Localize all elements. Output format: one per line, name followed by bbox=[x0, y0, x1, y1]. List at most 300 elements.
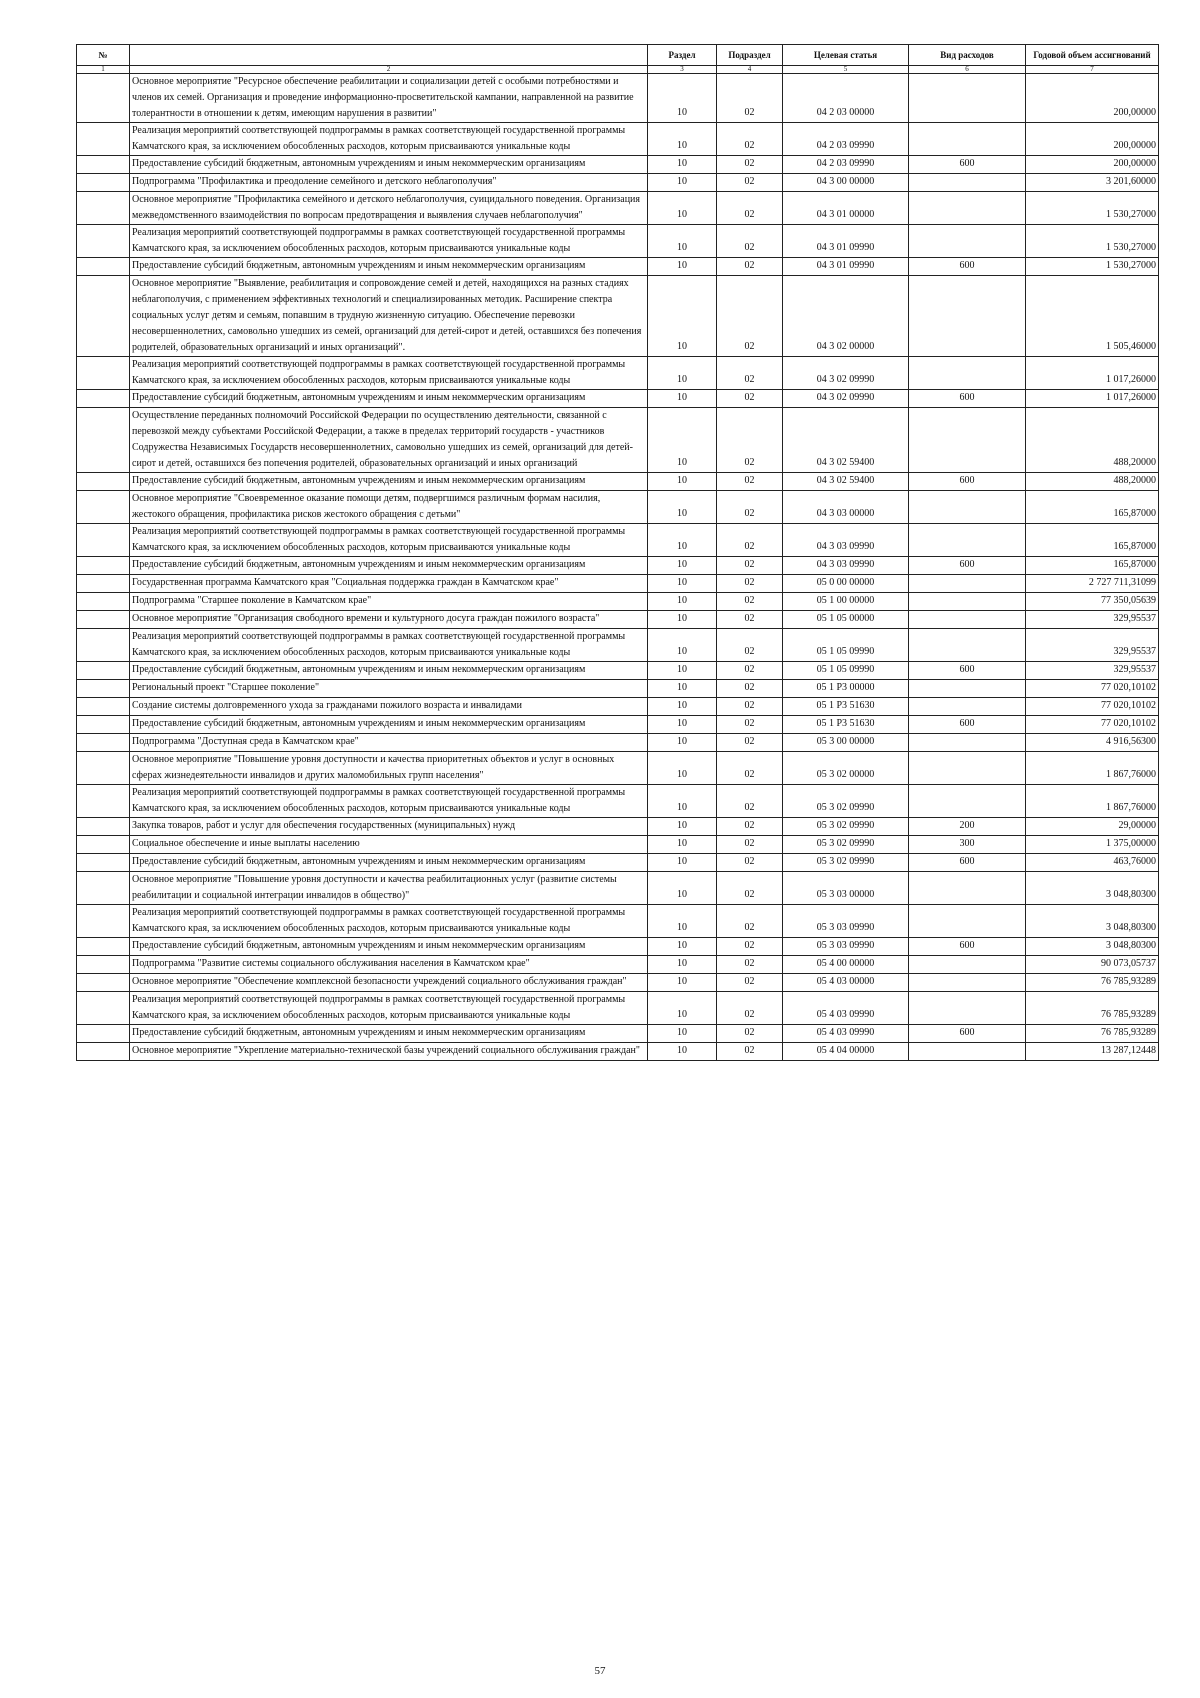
row-razdel: 10 bbox=[648, 156, 717, 174]
page-number: 57 bbox=[594, 1665, 606, 1677]
row-vid: 600 bbox=[909, 473, 1026, 491]
row-no bbox=[77, 473, 130, 491]
row-no bbox=[77, 905, 130, 938]
table-row bbox=[77, 192, 1159, 225]
row-name: Социальное обеспечение и иные выплаты населению bbox=[130, 836, 648, 854]
table-body bbox=[77, 74, 1159, 1061]
row-no bbox=[77, 818, 130, 836]
row-razdel: 10 bbox=[648, 408, 717, 473]
row-no bbox=[77, 698, 130, 716]
row-podrazdel: 02 bbox=[717, 785, 783, 818]
row-target: 04 3 02 09990 bbox=[783, 390, 909, 408]
row-podrazdel: 02 bbox=[717, 872, 783, 905]
header-amount: Годовой объем ассигнований bbox=[1026, 45, 1159, 66]
row-no bbox=[77, 974, 130, 992]
row-vid bbox=[909, 192, 1026, 225]
row-target: 05 4 03 09990 bbox=[783, 992, 909, 1025]
column-number-row bbox=[77, 66, 1159, 74]
row-vid bbox=[909, 575, 1026, 593]
row-no bbox=[77, 938, 130, 956]
row-podrazdel: 02 bbox=[717, 752, 783, 785]
row-target: 04 3 03 09990 bbox=[783, 524, 909, 557]
row-target: 04 2 03 00000 bbox=[783, 74, 909, 123]
row-amount: 165,87000 bbox=[1026, 557, 1159, 575]
header-row bbox=[77, 45, 1159, 66]
row-target: 04 3 02 59400 bbox=[783, 473, 909, 491]
row-no bbox=[77, 276, 130, 357]
row-name: Предоставление субсидий бюджетным, автономным учреждениям и иным некоммерческим организациям bbox=[130, 156, 648, 174]
row-podrazdel: 02 bbox=[717, 680, 783, 698]
row-no bbox=[77, 156, 130, 174]
row-name: Предоставление субсидий бюджетным, автономным учреждениям и иным некоммерческим организациям bbox=[130, 662, 648, 680]
row-name: Реализация мероприятий соответствующей подпрограммы в рамках соответствующей государственной программы Камчатского края, за исключением обособленных расходов, которым присваиваются уникальные коды bbox=[130, 629, 648, 662]
row-name: Предоставление субсидий бюджетным, автономным учреждениям и иным некоммерческим организациям bbox=[130, 473, 648, 491]
row-target: 05 1 05 09990 bbox=[783, 629, 909, 662]
row-amount: 29,00000 bbox=[1026, 818, 1159, 836]
row-target: 04 3 03 00000 bbox=[783, 491, 909, 524]
table-row bbox=[77, 575, 1159, 593]
row-no bbox=[77, 74, 130, 123]
row-vid: 600 bbox=[909, 716, 1026, 734]
row-name: Предоставление субсидий бюджетным, автономным учреждениям и иным некоммерческим организациям bbox=[130, 716, 648, 734]
row-no bbox=[77, 390, 130, 408]
row-podrazdel: 02 bbox=[717, 629, 783, 662]
row-amount: 77 020,10102 bbox=[1026, 698, 1159, 716]
row-vid: 600 bbox=[909, 854, 1026, 872]
row-no bbox=[77, 123, 130, 156]
col-number-2: 2 bbox=[130, 66, 648, 74]
table-row bbox=[77, 491, 1159, 524]
row-amount: 1 375,00000 bbox=[1026, 836, 1159, 854]
row-razdel: 10 bbox=[648, 575, 717, 593]
row-name: Предоставление субсидий бюджетным, автономным учреждениям и иным некоммерческим организациям bbox=[130, 854, 648, 872]
row-target: 05 1 P3 51630 bbox=[783, 698, 909, 716]
row-no bbox=[77, 611, 130, 629]
row-vid bbox=[909, 956, 1026, 974]
row-no bbox=[77, 785, 130, 818]
row-razdel: 10 bbox=[648, 1043, 717, 1061]
row-no bbox=[77, 557, 130, 575]
row-vid: 600 bbox=[909, 662, 1026, 680]
row-target: 05 3 02 09990 bbox=[783, 818, 909, 836]
row-name: Основное мероприятие "Выявление, реабилитация и сопровождение семей и детей, находящихся на разных стадиях неблагополучия, с применением эффективных технологий и специализированных методик. Расширение спектра социальных услуг детям и семьям, попавшим в трудную жизненную ситуацию. Обеспечение перевозки несовершеннолетних, самовольно ушедших из семей, организаций для детей-сирот и детей, оставшихся без попечения родителей, образовательных организаций и иных организаций". bbox=[130, 276, 648, 357]
row-podrazdel: 02 bbox=[717, 1025, 783, 1043]
row-target: 05 3 03 09990 bbox=[783, 905, 909, 938]
row-podrazdel: 02 bbox=[717, 662, 783, 680]
row-no bbox=[77, 956, 130, 974]
header-podrazdel: Подраздел bbox=[717, 45, 783, 66]
row-amount: 13 287,12448 bbox=[1026, 1043, 1159, 1061]
row-amount: 1 867,76000 bbox=[1026, 752, 1159, 785]
table-row bbox=[77, 390, 1159, 408]
row-podrazdel: 02 bbox=[717, 716, 783, 734]
header-razdel: Раздел bbox=[648, 45, 717, 66]
row-name: Основное мероприятие "Ресурсное обеспечение реабилитации и социализации детей с особыми потребностями и членов их семей. Организация и проведение информационно-просветительской кампании, направленной на развитие толерантности в отношении к детям, имеющим нарушения в развитии" bbox=[130, 74, 648, 123]
row-target: 05 3 00 00000 bbox=[783, 734, 909, 752]
row-no bbox=[77, 629, 130, 662]
row-target: 05 3 02 00000 bbox=[783, 752, 909, 785]
row-razdel: 10 bbox=[648, 698, 717, 716]
row-vid bbox=[909, 992, 1026, 1025]
row-amount: 2 727 711,31099 bbox=[1026, 575, 1159, 593]
row-razdel: 10 bbox=[648, 752, 717, 785]
row-vid: 600 bbox=[909, 390, 1026, 408]
row-razdel: 10 bbox=[648, 629, 717, 662]
row-vid bbox=[909, 408, 1026, 473]
table-row bbox=[77, 629, 1159, 662]
row-name: Предоставление субсидий бюджетным, автономным учреждениям и иным некоммерческим организациям bbox=[130, 390, 648, 408]
row-amount: 76 785,93289 bbox=[1026, 974, 1159, 992]
row-target: 04 3 02 59400 bbox=[783, 408, 909, 473]
row-no bbox=[77, 836, 130, 854]
row-name: Региональный проект "Старшее поколение" bbox=[130, 680, 648, 698]
row-amount: 200,00000 bbox=[1026, 156, 1159, 174]
row-target: 04 2 03 09990 bbox=[783, 156, 909, 174]
row-vid bbox=[909, 524, 1026, 557]
row-vid bbox=[909, 905, 1026, 938]
row-no bbox=[77, 192, 130, 225]
table-row bbox=[77, 357, 1159, 390]
row-razdel: 10 bbox=[648, 854, 717, 872]
row-razdel: 10 bbox=[648, 611, 717, 629]
row-razdel: 10 bbox=[648, 905, 717, 938]
table-row bbox=[77, 905, 1159, 938]
row-vid bbox=[909, 974, 1026, 992]
row-target: 05 4 00 00000 bbox=[783, 956, 909, 974]
row-razdel: 10 bbox=[648, 473, 717, 491]
table-row bbox=[77, 938, 1159, 956]
row-no bbox=[77, 872, 130, 905]
table-row bbox=[77, 593, 1159, 611]
row-razdel: 10 bbox=[648, 123, 717, 156]
row-amount: 165,87000 bbox=[1026, 524, 1159, 557]
row-podrazdel: 02 bbox=[717, 357, 783, 390]
row-vid bbox=[909, 734, 1026, 752]
row-target: 05 4 03 00000 bbox=[783, 974, 909, 992]
row-amount: 4 916,56300 bbox=[1026, 734, 1159, 752]
row-amount: 329,95537 bbox=[1026, 611, 1159, 629]
row-name: Создание системы долговременного ухода за гражданами пожилого возраста и инвалидами bbox=[130, 698, 648, 716]
row-vid bbox=[909, 593, 1026, 611]
table-row bbox=[77, 123, 1159, 156]
row-target: 04 3 01 09990 bbox=[783, 225, 909, 258]
row-no bbox=[77, 524, 130, 557]
row-name: Основное мероприятие "Профилактика семейного и детского неблагополучия, суицидального поведения. Организация межведомственного взаимодействия по вопросам предотвращения и выявления случаев неблагополучия" bbox=[130, 192, 648, 225]
row-amount: 488,20000 bbox=[1026, 408, 1159, 473]
table-row bbox=[77, 752, 1159, 785]
row-amount: 1 505,46000 bbox=[1026, 276, 1159, 357]
row-amount: 200,00000 bbox=[1026, 74, 1159, 123]
row-no bbox=[77, 593, 130, 611]
row-target: 05 3 03 09990 bbox=[783, 938, 909, 956]
row-razdel: 10 bbox=[648, 680, 717, 698]
table-row bbox=[77, 680, 1159, 698]
row-target: 05 0 00 00000 bbox=[783, 575, 909, 593]
row-podrazdel: 02 bbox=[717, 593, 783, 611]
table-row bbox=[77, 1043, 1159, 1061]
row-podrazdel: 02 bbox=[717, 905, 783, 938]
row-target: 04 3 01 09990 bbox=[783, 258, 909, 276]
row-razdel: 10 bbox=[648, 192, 717, 225]
row-podrazdel: 02 bbox=[717, 408, 783, 473]
row-name: Предоставление субсидий бюджетным, автономным учреждениям и иным некоммерческим организациям bbox=[130, 258, 648, 276]
row-vid bbox=[909, 357, 1026, 390]
row-amount: 3 048,80300 bbox=[1026, 905, 1159, 938]
row-amount: 1 530,27000 bbox=[1026, 225, 1159, 258]
row-no bbox=[77, 575, 130, 593]
row-podrazdel: 02 bbox=[717, 390, 783, 408]
row-amount: 463,76000 bbox=[1026, 854, 1159, 872]
row-podrazdel: 02 bbox=[717, 611, 783, 629]
row-no bbox=[77, 680, 130, 698]
table-row bbox=[77, 156, 1159, 174]
row-vid bbox=[909, 491, 1026, 524]
row-no bbox=[77, 734, 130, 752]
row-no bbox=[77, 992, 130, 1025]
row-razdel: 10 bbox=[648, 662, 717, 680]
row-name: Основное мероприятие "Повышение уровня доступности и качества приоритетных объектов и услуг в основных сферах жизнедеятельности инвалидов и других маломобильных групп населения" bbox=[130, 752, 648, 785]
row-vid bbox=[909, 174, 1026, 192]
row-podrazdel: 02 bbox=[717, 575, 783, 593]
row-target: 04 2 03 09990 bbox=[783, 123, 909, 156]
row-vid: 200 bbox=[909, 818, 1026, 836]
row-podrazdel: 02 bbox=[717, 276, 783, 357]
row-name: Реализация мероприятий соответствующей подпрограммы в рамках соответствующей государственной программы Камчатского края, за исключением обособленных расходов, которым присваиваются уникальные коды bbox=[130, 524, 648, 557]
row-podrazdel: 02 bbox=[717, 156, 783, 174]
row-vid bbox=[909, 276, 1026, 357]
row-name: Реализация мероприятий соответствующей подпрограммы в рамках соответствующей государственной программы Камчатского края, за исключением обособленных расходов, которым присваиваются уникальные коды bbox=[130, 123, 648, 156]
row-vid: 600 bbox=[909, 156, 1026, 174]
row-podrazdel: 02 bbox=[717, 524, 783, 557]
row-podrazdel: 02 bbox=[717, 74, 783, 123]
table-row bbox=[77, 557, 1159, 575]
table-row bbox=[77, 408, 1159, 473]
header-name bbox=[130, 45, 648, 66]
row-target: 04 3 03 09990 bbox=[783, 557, 909, 575]
row-name: Предоставление субсидий бюджетным, автономным учреждениям и иным некоммерческим организациям bbox=[130, 1025, 648, 1043]
col-number-1: 1 bbox=[77, 66, 130, 74]
row-name: Предоставление субсидий бюджетным, автономным учреждениям и иным некоммерческим организациям bbox=[130, 557, 648, 575]
budget-table bbox=[76, 44, 1159, 1061]
table-row bbox=[77, 473, 1159, 491]
row-no bbox=[77, 258, 130, 276]
row-razdel: 10 bbox=[648, 956, 717, 974]
table-row bbox=[77, 992, 1159, 1025]
row-no bbox=[77, 854, 130, 872]
row-razdel: 10 bbox=[648, 74, 717, 123]
row-amount: 1 017,26000 bbox=[1026, 357, 1159, 390]
row-amount: 3 048,80300 bbox=[1026, 872, 1159, 905]
row-vid: 600 bbox=[909, 557, 1026, 575]
row-razdel: 10 bbox=[648, 974, 717, 992]
col-number-7: 7 bbox=[1026, 66, 1159, 74]
row-name: Основное мероприятие "Своевременное оказание помощи детям, подвергшимся различным формам насилия, жестокого обращения, профилактика рисков жестокого обращения с детьми" bbox=[130, 491, 648, 524]
table-row bbox=[77, 1025, 1159, 1043]
col-number-3: 3 bbox=[648, 66, 717, 74]
row-vid bbox=[909, 1043, 1026, 1061]
row-razdel: 10 bbox=[648, 174, 717, 192]
col-number-4: 4 bbox=[717, 66, 783, 74]
row-amount: 1 530,27000 bbox=[1026, 192, 1159, 225]
table-row bbox=[77, 258, 1159, 276]
row-vid bbox=[909, 752, 1026, 785]
row-podrazdel: 02 bbox=[717, 818, 783, 836]
row-razdel: 10 bbox=[648, 938, 717, 956]
row-name: Предоставление субсидий бюджетным, автономным учреждениям и иным некоммерческим организациям bbox=[130, 938, 648, 956]
row-amount: 77 020,10102 bbox=[1026, 680, 1159, 698]
row-razdel: 10 bbox=[648, 716, 717, 734]
table-row bbox=[77, 698, 1159, 716]
row-vid: 600 bbox=[909, 938, 1026, 956]
header-vid: Вид расходов bbox=[909, 45, 1026, 66]
table-row bbox=[77, 785, 1159, 818]
row-razdel: 10 bbox=[648, 818, 717, 836]
row-razdel: 10 bbox=[648, 593, 717, 611]
row-target: 05 1 P3 00000 bbox=[783, 680, 909, 698]
table-row bbox=[77, 818, 1159, 836]
row-target: 04 3 00 00000 bbox=[783, 174, 909, 192]
row-name: Подпрограмма "Доступная среда в Камчатском крае" bbox=[130, 734, 648, 752]
row-vid bbox=[909, 680, 1026, 698]
row-podrazdel: 02 bbox=[717, 956, 783, 974]
row-no bbox=[77, 752, 130, 785]
row-podrazdel: 02 bbox=[717, 698, 783, 716]
col-number-6: 6 bbox=[909, 66, 1026, 74]
row-name: Закупка товаров, работ и услуг для обеспечения государственных (муниципальных) нужд bbox=[130, 818, 648, 836]
row-name: Реализация мероприятий соответствующей подпрограммы в рамках соответствующей государственной программы Камчатского края, за исключением обособленных расходов, которым присваиваются уникальные коды bbox=[130, 905, 648, 938]
row-name: Реализация мероприятий соответствующей подпрограммы в рамках соответствующей государственной программы Камчатского края, за исключением обособленных расходов, которым присваиваются уникальные коды bbox=[130, 225, 648, 258]
row-name: Государственная программа Камчатского края "Социальная поддержка граждан в Камчатском крае" bbox=[130, 575, 648, 593]
row-name: Основное мероприятие "Организация свободного времени и культурного досуга граждан пожилого возраста" bbox=[130, 611, 648, 629]
row-vid: 600 bbox=[909, 1025, 1026, 1043]
row-vid: 300 bbox=[909, 836, 1026, 854]
row-podrazdel: 02 bbox=[717, 854, 783, 872]
table-row bbox=[77, 662, 1159, 680]
row-name: Реализация мероприятий соответствующей подпрограммы в рамках соответствующей государственной программы Камчатского края, за исключением обособленных расходов, которым присваиваются уникальные коды bbox=[130, 785, 648, 818]
row-vid: 600 bbox=[909, 258, 1026, 276]
row-amount: 200,00000 bbox=[1026, 123, 1159, 156]
row-no bbox=[77, 174, 130, 192]
row-podrazdel: 02 bbox=[717, 557, 783, 575]
row-target: 05 3 03 00000 bbox=[783, 872, 909, 905]
row-razdel: 10 bbox=[648, 225, 717, 258]
table-row bbox=[77, 611, 1159, 629]
row-amount: 329,95537 bbox=[1026, 629, 1159, 662]
row-podrazdel: 02 bbox=[717, 225, 783, 258]
row-podrazdel: 02 bbox=[717, 174, 783, 192]
row-razdel: 10 bbox=[648, 1025, 717, 1043]
row-name: Подпрограмма "Старшее поколение в Камчатском крае" bbox=[130, 593, 648, 611]
row-no bbox=[77, 716, 130, 734]
row-amount: 90 073,05737 bbox=[1026, 956, 1159, 974]
row-amount: 329,95537 bbox=[1026, 662, 1159, 680]
row-no bbox=[77, 491, 130, 524]
row-razdel: 10 bbox=[648, 992, 717, 1025]
row-podrazdel: 02 bbox=[717, 192, 783, 225]
row-podrazdel: 02 bbox=[717, 974, 783, 992]
table-row bbox=[77, 174, 1159, 192]
row-name: Основное мероприятие "Повышение уровня доступности и качества реабилитационных услуг (развитие системы реабилитации и социальной интеграции инвалидов в общество)" bbox=[130, 872, 648, 905]
row-razdel: 10 bbox=[648, 557, 717, 575]
row-razdel: 10 bbox=[648, 785, 717, 818]
row-target: 05 3 02 09990 bbox=[783, 836, 909, 854]
table-row bbox=[77, 524, 1159, 557]
row-vid bbox=[909, 872, 1026, 905]
row-podrazdel: 02 bbox=[717, 258, 783, 276]
row-name: Подпрограмма "Профилактика и преодоление семейного и детского неблагополучия" bbox=[130, 174, 648, 192]
header-no: № bbox=[77, 45, 130, 66]
row-vid bbox=[909, 611, 1026, 629]
table-row bbox=[77, 974, 1159, 992]
header-target: Целевая статья bbox=[783, 45, 909, 66]
row-amount: 1 530,27000 bbox=[1026, 258, 1159, 276]
row-amount: 77 020,10102 bbox=[1026, 716, 1159, 734]
row-name: Реализация мероприятий соответствующей подпрограммы в рамках соответствующей государственной программы Камчатского края, за исключением обособленных расходов, которым присваиваются уникальные коды bbox=[130, 357, 648, 390]
row-no bbox=[77, 225, 130, 258]
row-podrazdel: 02 bbox=[717, 938, 783, 956]
table-row bbox=[77, 276, 1159, 357]
row-name: Основное мероприятие "Укрепление материально-технической базы учреждений социального обслуживания граждан" bbox=[130, 1043, 648, 1061]
row-target: 05 1 05 00000 bbox=[783, 611, 909, 629]
row-no bbox=[77, 1025, 130, 1043]
table-row bbox=[77, 225, 1159, 258]
row-name: Основное мероприятие "Обеспечение комплексной безопасности учреждений социального обслуживания граждан" bbox=[130, 974, 648, 992]
row-no bbox=[77, 1043, 130, 1061]
row-target: 05 4 04 00000 bbox=[783, 1043, 909, 1061]
row-amount: 488,20000 bbox=[1026, 473, 1159, 491]
row-vid bbox=[909, 629, 1026, 662]
row-amount: 3 201,60000 bbox=[1026, 174, 1159, 192]
table-row bbox=[77, 854, 1159, 872]
row-razdel: 10 bbox=[648, 524, 717, 557]
row-razdel: 10 bbox=[648, 357, 717, 390]
row-vid bbox=[909, 74, 1026, 123]
row-podrazdel: 02 bbox=[717, 992, 783, 1025]
row-amount: 76 785,93289 bbox=[1026, 992, 1159, 1025]
row-podrazdel: 02 bbox=[717, 836, 783, 854]
row-razdel: 10 bbox=[648, 276, 717, 357]
row-name: Реализация мероприятий соответствующей подпрограммы в рамках соответствующей государственной программы Камчатского края, за исключением обособленных расходов, которым присваиваются уникальные коды bbox=[130, 992, 648, 1025]
row-no bbox=[77, 662, 130, 680]
row-podrazdel: 02 bbox=[717, 123, 783, 156]
row-target: 05 1 00 00000 bbox=[783, 593, 909, 611]
row-amount: 1 867,76000 bbox=[1026, 785, 1159, 818]
row-amount: 1 017,26000 bbox=[1026, 390, 1159, 408]
row-target: 04 3 01 00000 bbox=[783, 192, 909, 225]
row-podrazdel: 02 bbox=[717, 491, 783, 524]
row-vid bbox=[909, 123, 1026, 156]
table-row bbox=[77, 872, 1159, 905]
row-target: 05 1 P3 51630 bbox=[783, 716, 909, 734]
table-row bbox=[77, 734, 1159, 752]
row-amount: 76 785,93289 bbox=[1026, 1025, 1159, 1043]
row-target: 05 3 02 09990 bbox=[783, 785, 909, 818]
row-razdel: 10 bbox=[648, 491, 717, 524]
row-no bbox=[77, 357, 130, 390]
row-name: Подпрограмма "Развитие системы социального обслуживания населения в Камчатском крае" bbox=[130, 956, 648, 974]
row-vid bbox=[909, 785, 1026, 818]
row-razdel: 10 bbox=[648, 872, 717, 905]
row-target: 04 3 02 00000 bbox=[783, 276, 909, 357]
row-name: Осуществление переданных полномочий Российской Федерации по осуществлению деятельности, связанной с перевозкой между субъектами Российской Федерации, а также в пределах территорий государств - участников Содружества Независимых Государств несовершеннолетних, самовольно ушедших из семей, организаций для детей-сирот и детей, оставшихся без попечения родителей, образовательных организаций и иных организаций bbox=[130, 408, 648, 473]
row-target: 05 1 05 09990 bbox=[783, 662, 909, 680]
row-razdel: 10 bbox=[648, 258, 717, 276]
row-no bbox=[77, 408, 130, 473]
table-row bbox=[77, 716, 1159, 734]
row-vid bbox=[909, 225, 1026, 258]
row-podrazdel: 02 bbox=[717, 734, 783, 752]
row-vid bbox=[909, 698, 1026, 716]
